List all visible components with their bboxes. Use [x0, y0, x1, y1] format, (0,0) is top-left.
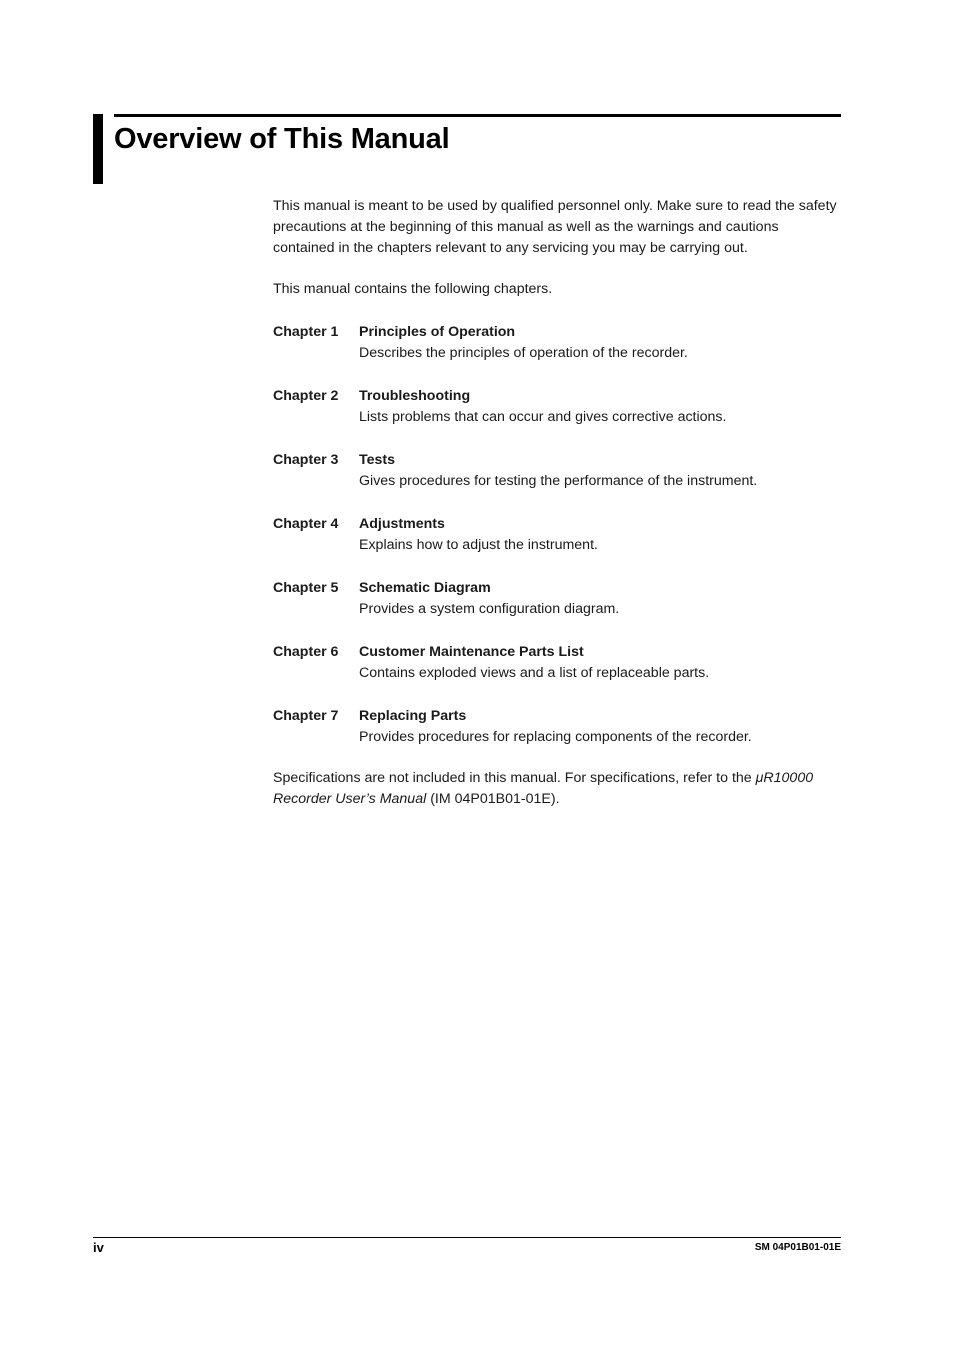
chapter-number: Chapter 7 — [273, 708, 339, 724]
document-code: SM 04P01B01-01E — [754, 1242, 841, 1253]
intro-paragraph: This manual is meant to be used by qualified personnel only. Make sure to read the safety precautions at the beginning of this manual as well as the warnings and cautions contained in the chapters relevant to any servicing you may be carrying out. — [273, 198, 837, 256]
chapter-title: Tests — [359, 452, 396, 468]
chapter-number: Chapter 6 — [273, 644, 339, 660]
chapter-title: Schematic Diagram — [359, 580, 491, 596]
chapter-title: Principles of Operation — [359, 324, 516, 340]
footer-rule — [93, 1237, 841, 1238]
chapter-description: Contains exploded views and a list of replaceable parts. — [359, 665, 710, 681]
chapter-title: Adjustments — [359, 516, 445, 532]
title-rule — [114, 114, 841, 117]
chapter-entry-7 — [273, 706, 843, 748]
chapter-description: Gives procedures for testing the performance of the instrument. — [359, 473, 758, 489]
chapter-description: Provides a system configuration diagram. — [359, 601, 620, 617]
specifications-text: Specifications are not included in this manual. For specifications, refer to the — [273, 770, 756, 786]
chapter-entry-5 — [273, 578, 843, 620]
chapter-number: Chapter 3 — [273, 452, 339, 468]
manual-code-reference: (IM 04P01B01-01E). — [426, 791, 560, 807]
chapter-entry-3 — [273, 450, 843, 492]
chapter-title: Replacing Parts — [359, 708, 467, 724]
chapter-entry-2 — [273, 386, 843, 428]
chapter-number: Chapter 5 — [273, 580, 339, 596]
chapter-number: Chapter 4 — [273, 516, 339, 532]
chapter-entry-6 — [273, 642, 843, 684]
chapter-description: Explains how to adjust the instrument. — [359, 537, 598, 553]
contains-paragraph: This manual contains the following chapters. — [273, 281, 553, 297]
chapter-description: Describes the principles of operation of the recorder. — [359, 345, 688, 361]
chapter-title: Troubleshooting — [359, 388, 471, 404]
specifications-note — [273, 768, 843, 810]
page-number: iv — [93, 1240, 104, 1255]
chapter-description: Lists problems that can occur and gives corrective actions. — [359, 409, 727, 425]
chapter-number: Chapter 1 — [273, 324, 339, 340]
title-accent-bar — [93, 114, 103, 184]
main-content — [273, 196, 843, 810]
chapter-title: Customer Maintenance Parts List — [359, 644, 584, 660]
chapter-entry-4 — [273, 514, 843, 556]
page-title: Overview of This Manual — [114, 123, 450, 155]
user-manual-title: μR10000 Recorder User’s Manual — [273, 770, 814, 807]
chapter-entry-1 — [273, 322, 843, 364]
chapter-number: Chapter 2 — [273, 388, 339, 404]
chapter-description: Provides procedures for replacing components of the recorder. — [359, 729, 752, 745]
